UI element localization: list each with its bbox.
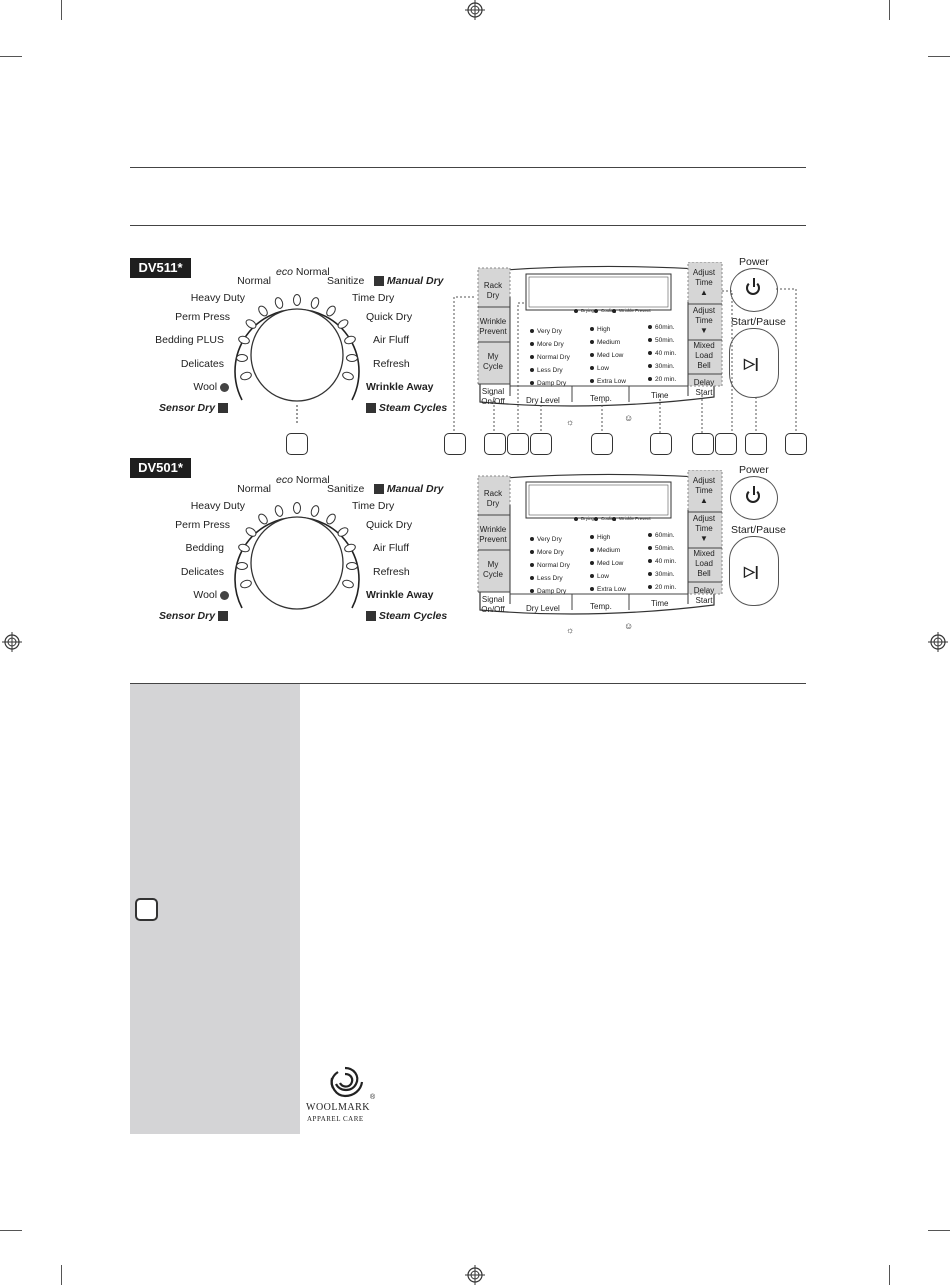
dry-level-indicator: Very Dry bbox=[530, 536, 562, 543]
crop-mark bbox=[0, 56, 22, 57]
manual-dry-icon bbox=[374, 484, 384, 494]
play-pause-icon: ▷| bbox=[744, 563, 759, 579]
power-label: Power bbox=[739, 464, 769, 476]
dry-level-indicator: Very Dry bbox=[530, 328, 562, 335]
control-panel-frame bbox=[474, 470, 724, 620]
dial-label-wool bbox=[193, 589, 229, 601]
mixed-load-bell-button[interactable]: Mixed Load Bell bbox=[693, 549, 715, 578]
registration-mark-icon bbox=[465, 0, 485, 20]
dial-label-heavy-duty: Heavy Duty bbox=[190, 500, 245, 512]
manual-dry-label bbox=[374, 483, 444, 495]
time-indicator: 30min. bbox=[648, 571, 675, 578]
callout-box bbox=[135, 898, 158, 921]
tab-temp[interactable]: Temp. bbox=[590, 394, 612, 403]
wool-icon bbox=[220, 591, 229, 600]
crop-mark bbox=[928, 56, 950, 57]
dry-level-indicator: Normal Dry bbox=[530, 354, 570, 361]
dial-label-refresh: Refresh bbox=[373, 358, 410, 370]
sensor-dry-label bbox=[159, 610, 228, 622]
dial-top-label bbox=[276, 266, 330, 278]
sensor-dry-label bbox=[159, 402, 228, 414]
section-rule bbox=[130, 167, 806, 168]
temp-indicator: High bbox=[590, 534, 610, 541]
eco-label: eco bbox=[276, 474, 293, 486]
section-rule bbox=[130, 225, 806, 226]
display-mode-cooling: Cooling bbox=[594, 308, 616, 313]
wrinkle-prevent-button[interactable]: Wrinkle Prevent bbox=[479, 317, 507, 336]
crop-mark bbox=[889, 1265, 890, 1285]
tab-dry-level[interactable]: Dry Level bbox=[526, 396, 560, 405]
dial-label-wrinkle-away: Wrinkle Away bbox=[366, 381, 434, 393]
temp-indicator: Low bbox=[590, 573, 609, 580]
woolmark-subtext: APPAREL CARE bbox=[307, 1115, 364, 1123]
dial-label-quick-dry: Quick Dry bbox=[366, 519, 413, 531]
play-pause-icon: ▷| bbox=[744, 355, 759, 371]
model-label: DV501* bbox=[130, 458, 191, 478]
my-cycle-button[interactable]: My Cycle bbox=[482, 560, 503, 579]
rack-dry-button[interactable]: Rack Dry bbox=[483, 281, 503, 300]
wool-label: Wool bbox=[193, 381, 218, 393]
sensor-dry-text: Sensor Dry bbox=[159, 610, 216, 622]
delay-start-button[interactable]: Delay Start bbox=[693, 586, 715, 605]
callout-box bbox=[444, 433, 466, 455]
registration-mark-icon bbox=[465, 1265, 485, 1285]
my-cycle-button[interactable]: My Cycle bbox=[482, 352, 503, 371]
sensor-dry-text: Sensor Dry bbox=[159, 402, 216, 414]
woolmark-reg: ® bbox=[370, 1094, 376, 1101]
dial-label-wool bbox=[193, 381, 229, 393]
wool-icon bbox=[220, 383, 229, 392]
eco-normal-label: Normal bbox=[295, 474, 330, 486]
eco-label: eco bbox=[276, 266, 293, 278]
dial-label-air-fluff: Air Fluff bbox=[373, 334, 409, 346]
power-label: Power bbox=[739, 256, 769, 268]
callout-box bbox=[692, 433, 714, 455]
callout-box bbox=[785, 433, 807, 455]
dial-label-heavy-duty: Heavy Duty bbox=[190, 292, 245, 304]
wrinkle-prevent-button[interactable]: Wrinkle Prevent bbox=[479, 525, 507, 544]
woolmark-text: WOOLMARK bbox=[306, 1102, 370, 1113]
temp-indicator: Low bbox=[590, 365, 609, 372]
registration-mark-icon bbox=[2, 632, 22, 652]
dry-level-indicator: Normal Dry bbox=[530, 562, 570, 569]
dial-label-bedding: Bedding bbox=[185, 542, 224, 554]
start-pause-label: Start/Pause bbox=[731, 524, 786, 536]
crop-mark bbox=[928, 1230, 950, 1231]
temp-lamp-icon: ☺ bbox=[624, 413, 634, 423]
dial-label-sanitize: Sanitize bbox=[327, 483, 365, 495]
dial-label-normal: Normal bbox=[237, 275, 271, 287]
adjust-time-down-button[interactable]: Adjust Time ▼ bbox=[692, 514, 716, 543]
dial-label-wrinkle-away: Wrinkle Away bbox=[366, 589, 434, 601]
tab-time[interactable]: Time bbox=[651, 599, 669, 608]
manual-dry-text: Manual Dry bbox=[386, 275, 444, 287]
crop-mark bbox=[0, 1230, 22, 1231]
display-mode-wrinkle: Wrinkle Prevent bbox=[612, 516, 651, 521]
start-pause-button[interactable] bbox=[729, 536, 779, 606]
callout-box bbox=[715, 433, 737, 455]
temp-indicator: High bbox=[590, 326, 610, 333]
adjust-time-up-button[interactable]: Adjust Time ▲ bbox=[692, 268, 716, 297]
time-indicator: 50min. bbox=[648, 545, 675, 552]
dial-top-label bbox=[276, 474, 330, 486]
dry-level-lamp-icon: ☼ bbox=[566, 417, 575, 427]
steam-cycles-label bbox=[366, 402, 447, 414]
crop-mark bbox=[61, 1265, 62, 1285]
start-pause-label: Start/Pause bbox=[731, 316, 786, 328]
dial-label-air-fluff: Air Fluff bbox=[373, 542, 409, 554]
crop-mark bbox=[889, 0, 890, 20]
eco-normal-label: Normal bbox=[295, 266, 330, 278]
dry-level-indicator: Damp Dry bbox=[530, 380, 566, 387]
temp-indicator: Extra Low bbox=[590, 586, 626, 593]
time-indicator: 60min. bbox=[648, 532, 675, 539]
tab-time[interactable]: Time bbox=[651, 391, 669, 400]
power-icon-bar bbox=[753, 486, 755, 495]
tab-temp[interactable]: Temp. bbox=[590, 602, 612, 611]
callout-box bbox=[530, 433, 552, 455]
signal-button[interactable]: Signal On/Off bbox=[481, 595, 505, 614]
rack-dry-button[interactable]: Rack Dry bbox=[483, 489, 503, 508]
time-indicator: 30min. bbox=[648, 363, 675, 370]
adjust-time-up-button[interactable]: Adjust Time ▲ bbox=[692, 476, 716, 505]
crop-mark bbox=[61, 0, 62, 20]
time-indicator: 20 min. bbox=[648, 584, 676, 591]
power-button[interactable] bbox=[730, 476, 778, 520]
dial-label-quick-dry: Quick Dry bbox=[366, 311, 413, 323]
tab-dry-level[interactable]: Dry Level bbox=[526, 604, 560, 613]
dial-label-perm-press: Perm Press bbox=[175, 311, 230, 323]
dial-label-perm-press: Perm Press bbox=[175, 519, 230, 531]
temp-indicator: Medium bbox=[590, 547, 620, 554]
callout-box bbox=[286, 433, 308, 455]
dial-label-delicates: Delicates bbox=[180, 358, 224, 370]
temp-indicator: Med Low bbox=[590, 352, 623, 359]
dry-level-indicator: Less Dry bbox=[530, 367, 563, 374]
time-indicator: 50min. bbox=[648, 337, 675, 344]
dry-level-indicator: More Dry bbox=[530, 549, 564, 556]
dry-level-indicator: Less Dry bbox=[530, 575, 563, 582]
sensor-dry-icon bbox=[218, 611, 228, 621]
dial-label-normal: Normal bbox=[237, 483, 271, 495]
temp-indicator: Extra Low bbox=[590, 378, 626, 385]
display-mode-drying: Drying bbox=[574, 516, 594, 521]
temp-indicator: Medium bbox=[590, 339, 620, 346]
signal-button[interactable]: Signal On/Off bbox=[481, 387, 505, 406]
time-indicator: 60min. bbox=[648, 324, 675, 331]
temp-lamp-icon: ☺ bbox=[624, 621, 634, 631]
time-indicator: 40 min. bbox=[648, 350, 676, 357]
dial-label-time-dry: Time Dry bbox=[352, 292, 395, 304]
adjust-time-down-button[interactable]: Adjust Time ▼ bbox=[692, 306, 716, 335]
model-label: DV511* bbox=[130, 258, 191, 278]
manual-dry-label bbox=[374, 275, 444, 287]
time-indicator: 20 min. bbox=[648, 376, 676, 383]
callout-box bbox=[745, 433, 767, 455]
delay-start-button[interactable]: Delay Start bbox=[693, 378, 715, 397]
display-mode-wrinkle: Wrinkle Prevent bbox=[612, 308, 651, 313]
dial-label-time-dry: Time Dry bbox=[352, 500, 395, 512]
dial-label-sanitize: Sanitize bbox=[327, 275, 365, 287]
dry-level-lamp-icon: ☼ bbox=[566, 625, 575, 635]
dry-level-indicator: Damp Dry bbox=[530, 588, 566, 595]
steam-cycles-text: Steam Cycles bbox=[378, 610, 448, 622]
mixed-load-bell-button[interactable]: Mixed Load Bell bbox=[693, 341, 715, 370]
dry-level-indicator: More Dry bbox=[530, 341, 564, 348]
steam-cycles-label bbox=[366, 610, 447, 622]
steam-cycles-icon bbox=[366, 403, 376, 413]
manual-dry-text: Manual Dry bbox=[386, 483, 444, 495]
registration-mark-icon bbox=[928, 632, 948, 652]
callout-box bbox=[650, 433, 672, 455]
manual-dry-icon bbox=[374, 276, 384, 286]
display-mode-drying: Drying bbox=[574, 308, 594, 313]
callout-box bbox=[507, 433, 529, 455]
sensor-dry-icon bbox=[218, 403, 228, 413]
callout-box bbox=[591, 433, 613, 455]
callout-leaders bbox=[440, 285, 810, 435]
dial-label-bedding: Bedding PLUS bbox=[155, 334, 224, 346]
woolmark-logo-icon bbox=[324, 1064, 366, 1100]
wool-label: Wool bbox=[193, 589, 218, 601]
dial-label-refresh: Refresh bbox=[373, 566, 410, 578]
dial-label-delicates: Delicates bbox=[180, 566, 224, 578]
temp-indicator: Med Low bbox=[590, 560, 623, 567]
steam-cycles-text: Steam Cycles bbox=[378, 402, 448, 414]
display-mode-cooling: Cooling bbox=[594, 516, 616, 521]
callout-box bbox=[484, 433, 506, 455]
steam-cycles-icon bbox=[366, 611, 376, 621]
time-indicator: 40 min. bbox=[648, 558, 676, 565]
